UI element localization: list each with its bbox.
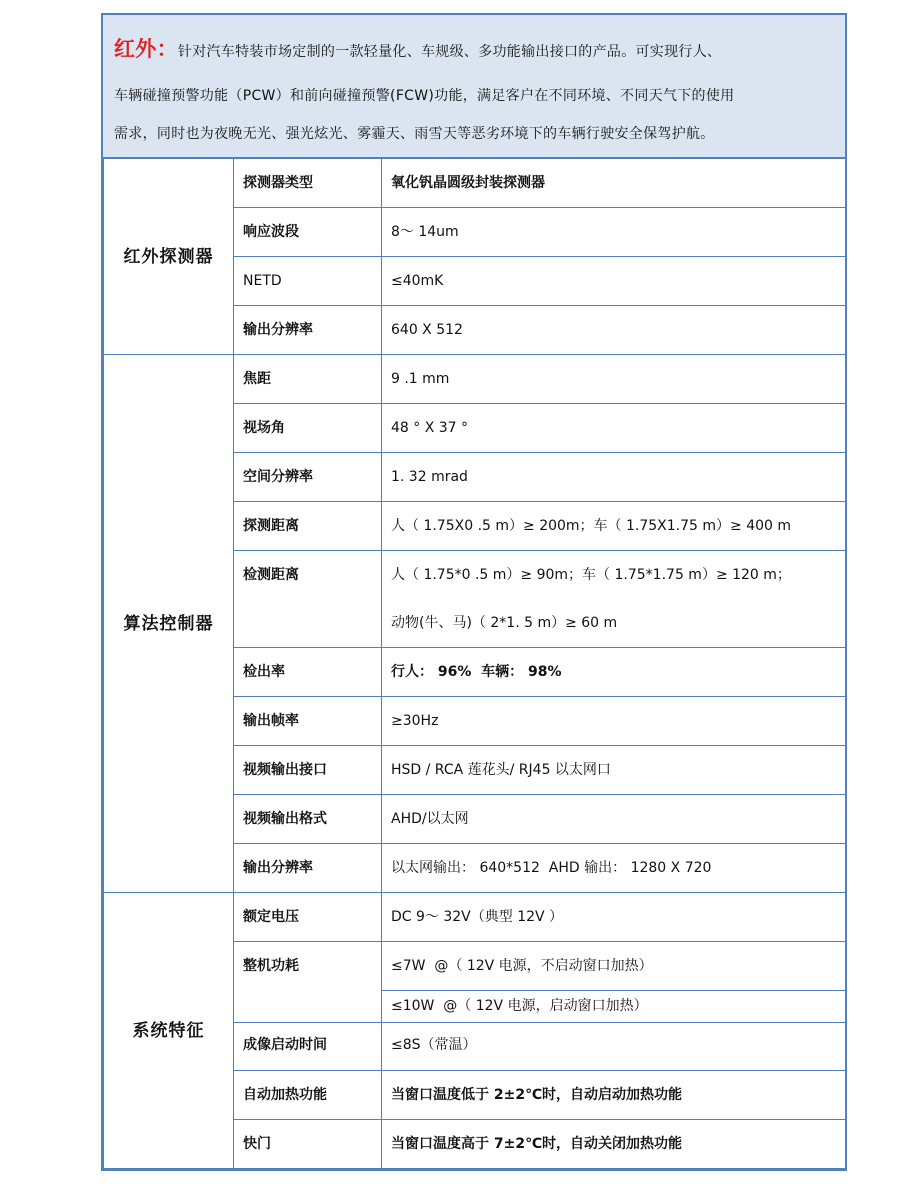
spec-key: 额定电压	[234, 893, 382, 942]
spec-value: 9 .1 mm	[382, 355, 846, 404]
spec-value: ≤40mK	[382, 257, 846, 306]
spec-value: 以太网输出： 640*512 AHD 输出： 1280 X 720	[382, 844, 846, 893]
section-title-system: 系统特征	[104, 893, 234, 1169]
spec-key: NETD	[234, 257, 382, 306]
spec-value: ≤10W @（ 12V 电源，启动窗口加热）	[382, 991, 846, 1023]
spec-value-multiline	[382, 551, 846, 648]
spec-value: ≥30Hz	[382, 697, 846, 746]
table-row	[104, 159, 846, 208]
intro-box	[103, 15, 845, 158]
table-row	[104, 893, 846, 942]
spec-key: 视频输出格式	[234, 795, 382, 844]
spec-key: 检出率	[234, 648, 382, 697]
section-title-algorithm: 算法控制器	[104, 355, 234, 893]
spec-value: 当窗口温度低于 2±2℃时，自动启动加热功能	[382, 1071, 846, 1120]
spec-key: 检测距离	[234, 551, 382, 648]
intro-line-3: 需求，同时也为夜晚无光、强光炫光、雾霾天、雨雪天等恶劣环境下的车辆行驶安全保驾护航。	[114, 126, 715, 142]
spec-key: 输出分辨率	[234, 844, 382, 893]
spec-key: 视频输出接口	[234, 746, 382, 795]
spec-key: 探测距离	[234, 502, 382, 551]
spec-key: 焦距	[234, 355, 382, 404]
spec-document	[101, 13, 847, 1171]
spec-table	[103, 158, 846, 1169]
spec-value-line: 人（ 1.75*0 .5 m）≥ 90m；车（ 1.75*1.75 m）≥ 120 m；	[391, 567, 791, 583]
intro-line-2: 车辆碰撞预警功能（PCW）和前向碰撞预警(FCW)功能，满足客户在不同环境、不同天气下的使用	[114, 88, 735, 104]
spec-value: ≤8S（常温）	[382, 1023, 846, 1071]
section-title-detector: 红外探测器	[104, 159, 234, 355]
spec-value: ≤7W @（ 12V 电源，不启动窗口加热）	[382, 942, 846, 991]
spec-value: 行人： 96% 车辆： 98%	[382, 648, 846, 697]
spec-key: 自动加热功能	[234, 1071, 382, 1120]
spec-value: AHD/以太网	[382, 795, 846, 844]
spec-value: 8～ 14um	[382, 208, 846, 257]
spec-key: 输出分辨率	[234, 306, 382, 355]
spec-value-line: 动物(牛、马)（ 2*1. 5 m）≥ 60 m	[391, 615, 618, 631]
table-row	[104, 355, 846, 404]
spec-key: 探测器类型	[234, 159, 382, 208]
spec-value: 1. 32 mrad	[382, 453, 846, 502]
intro-line-1: 红外：针对汽车特装市场定制的一款轻量化、车规级、多功能输出接口的产品。可实现行人、	[114, 37, 722, 61]
spec-key: 成像启动时间	[234, 1023, 382, 1071]
spec-value: 当窗口温度高于 7±2℃时，自动关闭加热功能	[382, 1120, 846, 1169]
spec-value: HSD / RCA 莲花头/ RJ45 以太网口	[382, 746, 846, 795]
spec-key: 输出帧率	[234, 697, 382, 746]
spec-value: 氧化钒晶圆级封装探测器	[382, 159, 846, 208]
spec-key: 整机功耗	[234, 942, 382, 1023]
spec-value: 48 ° X 37 °	[382, 404, 846, 453]
spec-value: DC 9～ 32V（典型 12V ）	[382, 893, 846, 942]
spec-key: 空间分辨率	[234, 453, 382, 502]
spec-key: 快门	[234, 1120, 382, 1169]
spec-key: 视场角	[234, 404, 382, 453]
spec-value: 人（ 1.75X0 .5 m）≥ 200m；车（ 1.75X1.75 m）≥ 400 m	[382, 502, 846, 551]
spec-value: 640 X 512	[382, 306, 846, 355]
spec-key: 响应波段	[234, 208, 382, 257]
intro-lead: 红外：	[114, 37, 178, 61]
